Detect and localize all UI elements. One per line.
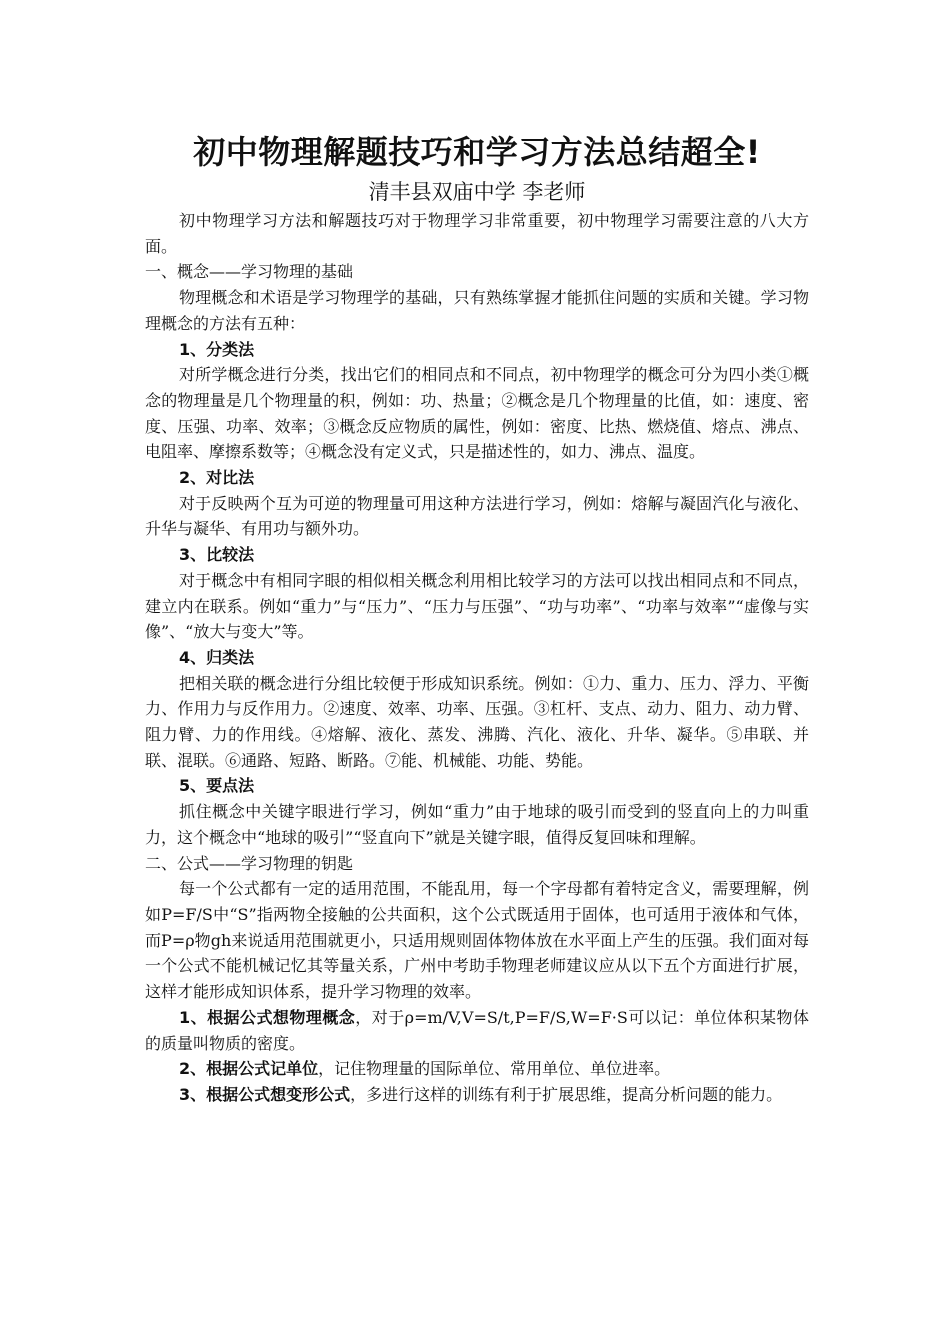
section-1-intro: 物理概念和术语是学习物理学的基础，只有熟练掌握才能抓住问题的实质和关键。学习物理概念的方法有五种： — [145, 288, 809, 333]
document-title: 初中物理解题技巧和学习方法总结超全! — [193, 133, 761, 171]
formula-point-3-lead: 3、根据公式想变形公式 — [179, 1084, 351, 1104]
intro-paragraph: 初中物理学习方法和解题技巧对于物理学习非常重要，初中物理学习需要注意的八大方面。 — [145, 211, 809, 256]
formula-point-2-text: ，记住物理量的国际单位、常用单位、单位进率。 — [318, 1059, 671, 1079]
formula-point-3-text: ，多进行这样的训练有利于扩展思维，提高分析问题的能力。 — [350, 1084, 783, 1104]
author-line: 清丰县双庙中学 李老师 — [368, 180, 586, 204]
formula-point-1 — [145, 1005, 809, 1056]
method-1-heading: 1、分类法 — [179, 339, 255, 359]
method-3-text: 对于概念中有相同字眼的相似相关概念利用相比较学习的方法可以找出相同点和不同点，建立内在联系。例如“重力”与“压力”、“压力与压强”、“功与功率”、“功率与效率”“虚像与实像”、“放大与变大”等。 — [145, 570, 809, 642]
formula-point-1-text: ，对于ρ=m/V,V=S/t,P=F/S,W=F·S可以记：单位体积某物体的质量叫物质的密度。 — [145, 1007, 809, 1053]
formula-point-2 — [145, 1056, 809, 1082]
formula-point-2-lead: 2、根据公式记单位 — [179, 1059, 319, 1079]
method-2-heading: 2、对比法 — [179, 468, 255, 488]
method-3-heading: 3、比较法 — [179, 545, 255, 565]
section-2-heading: 二、公式——学习物理的钥匙 — [145, 853, 354, 873]
method-1-text: 对所学概念进行分类，找出它们的相同点和不同点，初中物理学的概念可分为四小类①概念的物理量是几个物理量的积，例如：功、热量；②概念是几个物理量的比值，如：速度、密度、压强、功率、效率；③概念反应物质的属性，例如：密度、比热、燃烧值、熔点、沸点、电阻率、摩擦系数等；④概念没有定义式，只是描述性的，如力、沸点、温度。 — [145, 365, 809, 462]
method-2-text: 对于反映两个互为可逆的物理量可用这种方法进行学习，例如：熔解与凝固汽化与液化、升华与凝华、有用功与额外功。 — [145, 493, 809, 539]
method-4-heading: 4、归类法 — [179, 647, 255, 667]
formula-point-1-lead: 1、根据公式想物理概念 — [179, 1007, 356, 1027]
method-4-text: 把相关联的概念进行分组比较便于形成知识系统。例如：①力、重力、压力、浮力、平衡力、作用力与反作用力。②速度、效率、功率、压强。③杠杆、支点、动力、阻力、动力臂、阻力臂、力的作用线。④熔解、液化、蒸发、沸腾、汽化、液化、升华、凝华。⑤串联、并联、混联。⑥通路、短路、断路。⑦能、机械能、功能、势能。 — [145, 673, 809, 770]
method-5-heading: 5、要点法 — [179, 776, 255, 796]
document-page — [145, 130, 809, 1108]
section-2-intro: 每一个公式都有一定的适用范围，不能乱用，每一个字母都有着特定含义，需要理解，例如P=F/S中“S”指两物全接触的公共面积，这个公式既适用于固体，也可适用于液体和气体，而P=ρ物gh来说适用范围就更小，只适用规则固体物体放在水平面上产生的压强。我们面对每一个公式不能机械记忆其等量关系，广州中考助手物理老师建议应从以下五个方面进行扩展，这样才能形成知识体系，提升学习物理的效率。 — [145, 879, 809, 1002]
method-5-text: 抓住概念中关键字眼进行学习，例如“重力”由于地球的吸引而受到的竖直向上的力叫重力，这个概念中“地球的吸引”“竖直向下”就是关键字眼，值得反复回味和理解。 — [145, 802, 809, 847]
formula-point-3 — [145, 1082, 809, 1108]
section-1-heading: 一、概念——学习物理的基础 — [145, 262, 354, 282]
